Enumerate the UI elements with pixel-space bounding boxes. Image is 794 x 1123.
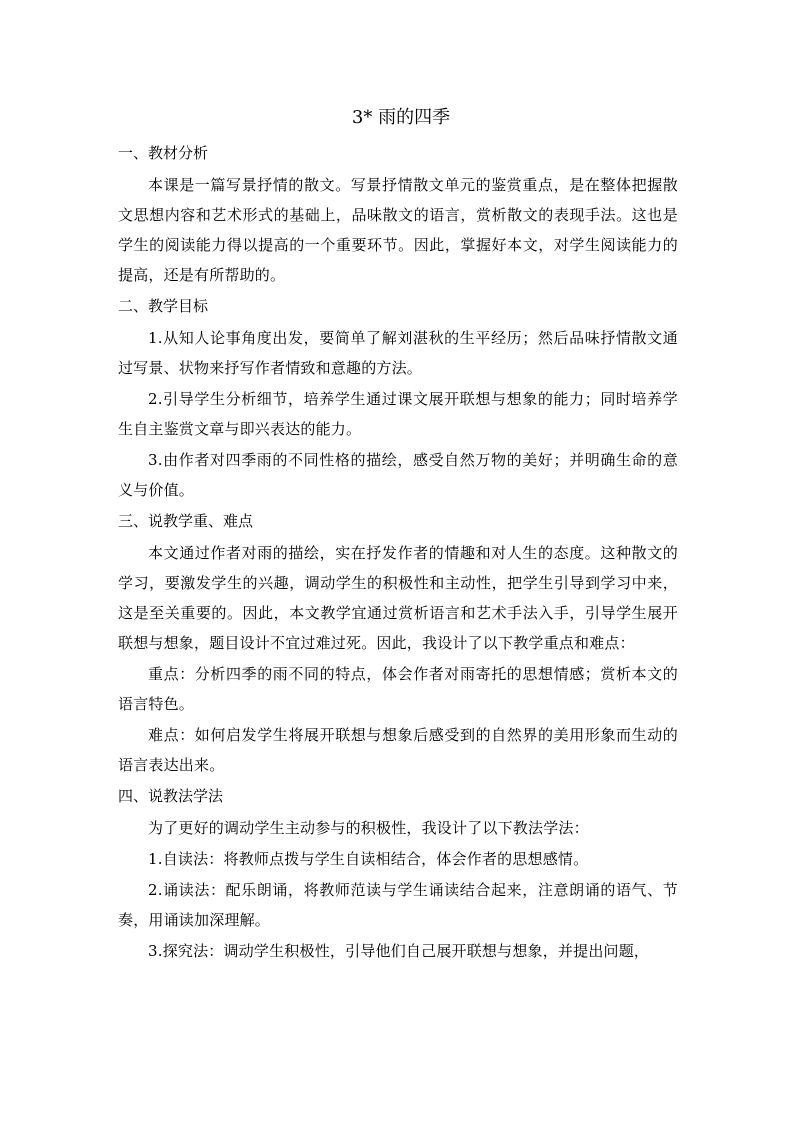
section-heading-key-points: 三、说教学重、难点 [118, 512, 254, 530]
paragraph: 难点：如何启发学生将展开联想与想象后感受到的自然界的美用形象而生动的语言表达出来。 [118, 726, 678, 774]
paragraph: 3.由作者对四季雨的不同性格的描绘，感受自然万物的美好；并明确生命的意义与价值。 [118, 451, 678, 499]
paragraph: 1.从知人论事角度出发，要简单了解刘湛秋的生平经历；然后品味抒情散文通过写景、状物来抒写作者情致和意趣的方法。 [118, 329, 678, 377]
document-body [118, 103, 678, 967]
paragraph: 2.诵读法：配乐朗诵，将教师范读与学生诵读结合起来，注意朗诵的语气、节奏，用诵读加深理解。 [118, 881, 678, 929]
page-title: 3* 雨的四季 [351, 107, 451, 128]
paragraph: 3.探究法：调动学生积极性，引导他们自己展开联想与想象，并提出问题， [148, 942, 650, 960]
paragraph: 1.自读法：将教师点拨与学生自读相结合，体会作者的思想感情。 [148, 850, 589, 868]
paragraph: 本文通过作者对雨的描绘，实在抒发作者的情趣和对人生的态度。这种散文的学习，要激发学生的兴趣，调动学生的积极性和主动性，把学生引导到学习中来，这是至关重要的。因此，本文教学宜通过赏析语言和艺术手法入手，引导学生展开联想与想象，题目设计不宜过难过死。因此，我设计了以下教学重点和难点： [118, 544, 678, 652]
paragraph: 重点：分析四季的雨不同的特点，体会作者对雨寄托的思想情感；赏析本文的语言特色。 [118, 665, 678, 713]
section-heading-textbook-analysis: 一、教材分析 [118, 144, 209, 162]
paragraph: 2.引导学生分析细节，培养学生通过课文展开联想与想象的能力；同时培养学生自主鉴赏文章与即兴表达的能力。 [118, 390, 678, 438]
section-heading-teaching-methods: 四、说教法学法 [118, 787, 224, 805]
paragraph: 本课是一篇写景抒情的散文。写景抒情散文单元的鉴赏重点，是在整体把握散文思想内容和艺术形式的基础上，品味散文的语言，赏析散文的表现手法。这也是学生的阅读能力得以提高的一个重要环节。因此，掌握好本文，对学生阅读能力的提高，还是有所帮助的。 [118, 176, 678, 284]
paragraph: 为了更好的调动学生主动参与的积极性，我设计了以下教法学法： [148, 819, 589, 837]
section-heading-teaching-goals: 二、教学目标 [118, 297, 209, 315]
